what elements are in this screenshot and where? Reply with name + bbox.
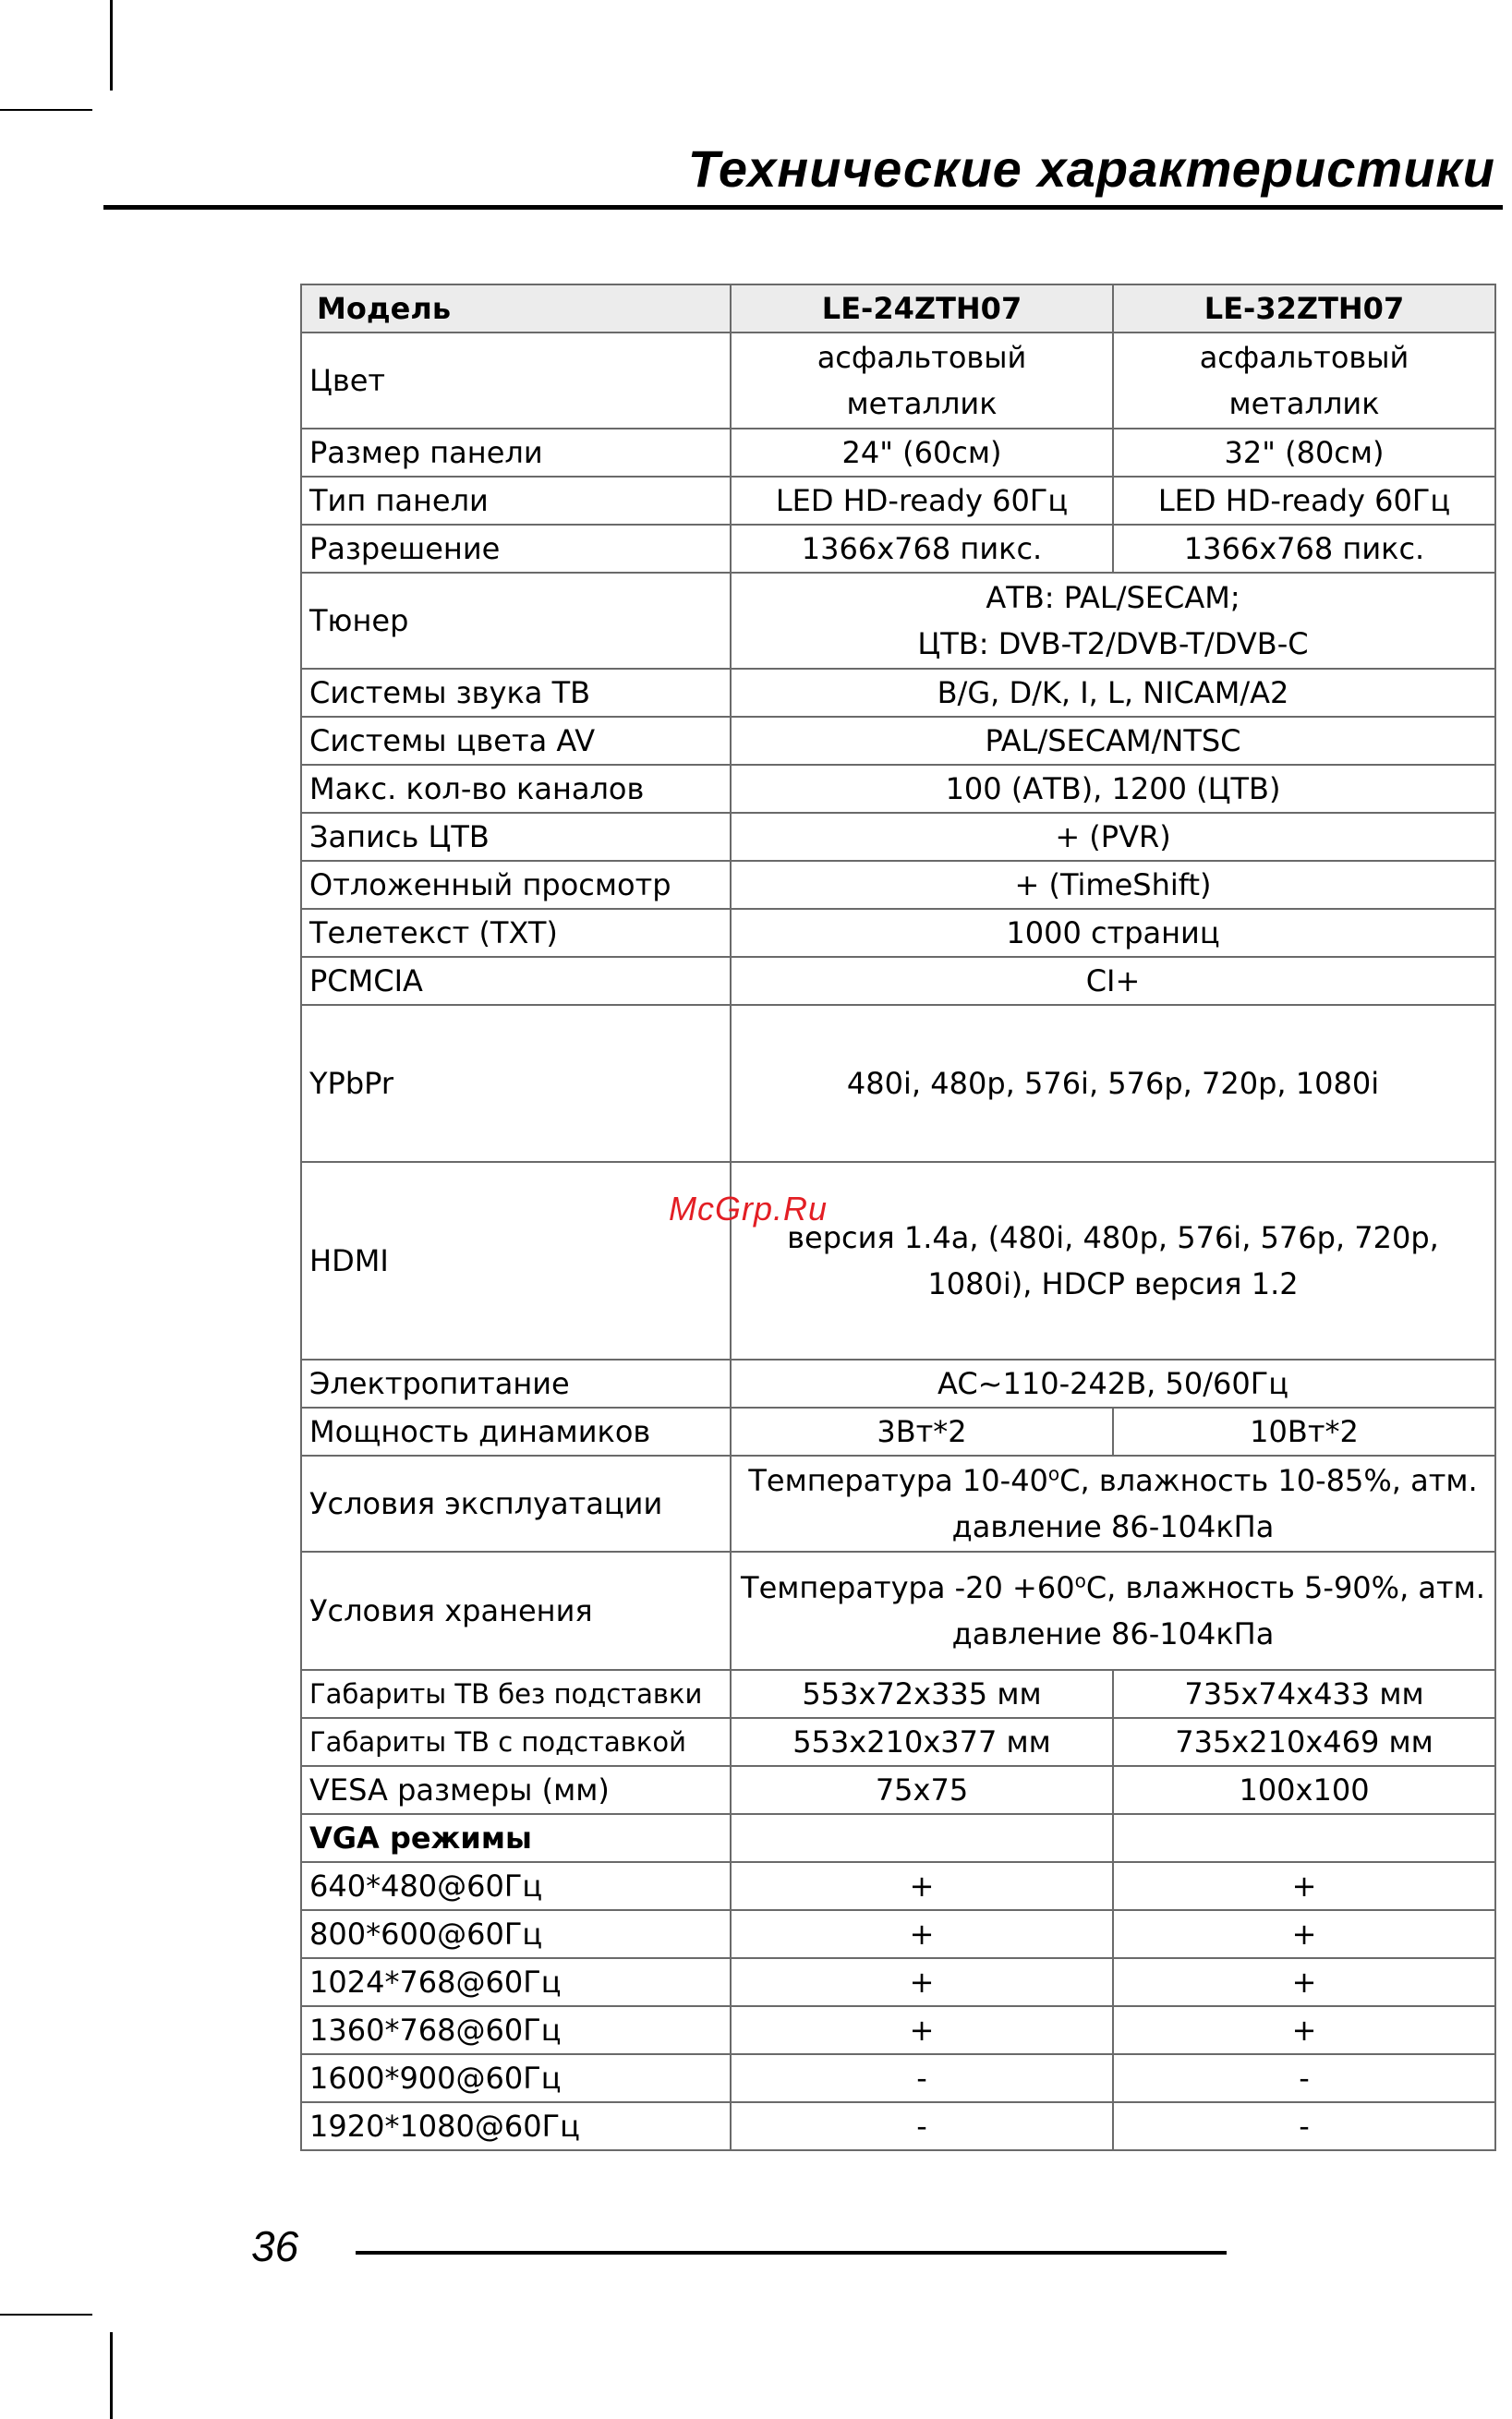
table-row: [301, 2102, 1495, 2150]
table-row: [301, 1670, 1495, 1718]
table-row: [301, 1456, 1495, 1552]
cell-value: 1366x768 пикс.: [1113, 525, 1495, 573]
cell-value: [731, 333, 1113, 429]
cell-value: 24" (60см): [731, 429, 1113, 477]
cell-value: 32" (80см): [1113, 429, 1495, 477]
cell-value: [1113, 333, 1495, 429]
table-row: [301, 477, 1495, 525]
cell-value: 735x74x433 мм: [1113, 1670, 1495, 1718]
cell-value: CI+: [731, 957, 1495, 1005]
cell-value: [731, 1814, 1113, 1862]
table-header-row: [301, 284, 1495, 333]
table-row: [301, 2054, 1495, 2102]
table-row: [301, 1910, 1495, 1958]
vga-mode-label: 1024*768@60Гц: [301, 1958, 731, 2006]
cell-value: +: [731, 1862, 1113, 1910]
row-label: Системы звука ТВ: [301, 669, 731, 717]
cell-value: 75x75: [731, 1766, 1113, 1814]
cell-value: -: [731, 2054, 1113, 2102]
cell-line: давление 86-104кПа: [951, 1509, 1275, 1544]
watermark: McGrp.Ru: [669, 1190, 829, 1228]
table-row: [301, 1862, 1495, 1910]
row-label: Размер панели: [301, 429, 731, 477]
table-row: [301, 1958, 1495, 2006]
table-row: [301, 525, 1495, 573]
cell-value: 480i, 480p, 576i, 576p, 720p, 1080i: [731, 1005, 1495, 1162]
table-row: [301, 957, 1495, 1005]
table-row: [301, 1408, 1495, 1456]
vga-mode-label: 1600*900@60Гц: [301, 2054, 731, 2102]
cell-line: ЦТВ: DVB-T2/DVB-T/DVB-C: [917, 626, 1309, 661]
page-number: 36: [251, 2222, 299, 2270]
cell-value: 100 (АТВ), 1200 (ЦТВ): [731, 765, 1495, 813]
cell-value: 3Вт*2: [731, 1408, 1113, 1456]
row-label: PCMCIA: [301, 957, 731, 1005]
vga-mode-label: 1920*1080@60Гц: [301, 2102, 731, 2150]
crop-mark-top-horizontal: [0, 109, 92, 111]
vga-section-label: VGA режимы: [301, 1814, 731, 1862]
row-label: Цвет: [301, 333, 731, 429]
title-rule: [103, 205, 1503, 210]
cell-line: асфальтовый: [1199, 340, 1409, 375]
table-row: [301, 1814, 1495, 1862]
cell-value: +: [1113, 1862, 1495, 1910]
cell-value: + (PVR): [731, 813, 1495, 861]
table-row: [301, 765, 1495, 813]
table-row: [301, 1766, 1495, 1814]
row-label: Тип панели: [301, 477, 731, 525]
crop-mark-bottom-horizontal: [0, 2314, 92, 2316]
cell-value: +: [1113, 1910, 1495, 1958]
cell-text: Температура -20 +60: [741, 1570, 1075, 1605]
header-model-1: LE-24ZTH07: [731, 284, 1113, 333]
vga-mode-label: 800*600@60Гц: [301, 1910, 731, 1958]
vga-mode-label: 1360*768@60Гц: [301, 2006, 731, 2054]
row-label: Условия эксплуатации: [301, 1456, 731, 1552]
row-label: Габариты ТВ без подставки: [301, 1670, 731, 1718]
row-label: YPbPr: [301, 1005, 731, 1162]
cell-text: Температура 10-40: [748, 1463, 1048, 1498]
cell-value: +: [731, 1910, 1113, 1958]
cell-value: LED HD-ready 60Гц: [1113, 477, 1495, 525]
table-row: [301, 1005, 1495, 1162]
header-model-label: Модель: [301, 284, 731, 333]
cell-value: LED HD-ready 60Гц: [731, 477, 1113, 525]
row-label: Мощность динамиков: [301, 1408, 731, 1456]
table-row: [301, 669, 1495, 717]
table-row: [301, 1360, 1495, 1408]
table-row: [301, 429, 1495, 477]
footer-rule: [356, 2251, 1227, 2255]
row-label: Электропитание: [301, 1360, 731, 1408]
row-label: Системы цвета AV: [301, 717, 731, 765]
cell-value: 1000 страниц: [731, 909, 1495, 957]
row-label: Телетекст (TXT): [301, 909, 731, 957]
crop-mark-top-vertical: [110, 0, 113, 91]
cell-line: [739, 1565, 1487, 1611]
cell-line: 1080i), HDCP версия 1.2: [927, 1266, 1299, 1301]
cell-value: +: [731, 2006, 1113, 2054]
table-row: [301, 1718, 1495, 1766]
cell-text: С, влажность 5-90%, атм.: [1085, 1570, 1485, 1605]
cell-value: 100x100: [1113, 1766, 1495, 1814]
cell-value: 553x72x335 мм: [731, 1670, 1113, 1718]
cell-line: металлик: [846, 386, 998, 421]
row-label: Габариты ТВ с подставкой: [301, 1718, 731, 1766]
cell-value: 10Вт*2: [1113, 1408, 1495, 1456]
row-label: VESA размеры (мм): [301, 1766, 731, 1814]
crop-mark-bottom-vertical: [110, 2332, 113, 2419]
table-row: [301, 1162, 1495, 1360]
cell-value: B/G, D/K, I, L, NICAM/A2: [731, 669, 1495, 717]
header-model-2: LE-32ZTH07: [1113, 284, 1495, 333]
cell-value: +: [731, 1958, 1113, 2006]
cell-line: [739, 1457, 1487, 1504]
row-label: Отложенный просмотр: [301, 861, 731, 909]
cell-value: +: [1113, 2006, 1495, 2054]
table-row: [301, 813, 1495, 861]
cell-value: [731, 1162, 1495, 1360]
cell-value: + (TimeShift): [731, 861, 1495, 909]
table-row: [301, 333, 1495, 429]
row-label: Разрешение: [301, 525, 731, 573]
degree-mark: o: [1074, 1569, 1086, 1592]
cell-line: АТВ: PAL/SECAM;: [986, 580, 1240, 615]
vga-mode-label: 640*480@60Гц: [301, 1862, 731, 1910]
cell-line: давление 86-104кПа: [951, 1616, 1275, 1651]
table-row: [301, 861, 1495, 909]
cell-value: [731, 573, 1495, 669]
row-label: Условия хранения: [301, 1552, 731, 1670]
table-row: [301, 717, 1495, 765]
cell-value: 1366x768 пикс.: [731, 525, 1113, 573]
cell-line: металлик: [1228, 386, 1380, 421]
cell-value: -: [1113, 2102, 1495, 2150]
table-row: [301, 573, 1495, 669]
row-label: HDMI: [301, 1162, 731, 1360]
cell-line: версия 1.4a, (480i, 480p, 576i, 576p, 720p,: [787, 1220, 1439, 1255]
cell-value: [731, 1456, 1495, 1552]
row-label: Запись ЦТВ: [301, 813, 731, 861]
degree-mark: o: [1047, 1462, 1060, 1485]
row-label: Тюнер: [301, 573, 731, 669]
table-row: [301, 1552, 1495, 1670]
table-row: [301, 2006, 1495, 2054]
cell-value: -: [731, 2102, 1113, 2150]
table-row: [301, 909, 1495, 957]
cell-value: 553x210x377 мм: [731, 1718, 1113, 1766]
cell-line: асфальтовый: [816, 340, 1027, 375]
page-title: Технические характеристики: [687, 139, 1495, 198]
cell-value: [1113, 1814, 1495, 1862]
cell-value: 735x210x469 мм: [1113, 1718, 1495, 1766]
cell-value: AC~110-242В, 50/60Гц: [731, 1360, 1495, 1408]
cell-value: -: [1113, 2054, 1495, 2102]
row-label: Макс. кол-во каналов: [301, 765, 731, 813]
cell-value: PAL/SECAM/NTSC: [731, 717, 1495, 765]
cell-value: +: [1113, 1958, 1495, 2006]
spec-table: [300, 284, 1496, 2151]
cell-text: С, влажность 10-85%, атм.: [1059, 1463, 1478, 1498]
cell-value: [731, 1552, 1495, 1670]
